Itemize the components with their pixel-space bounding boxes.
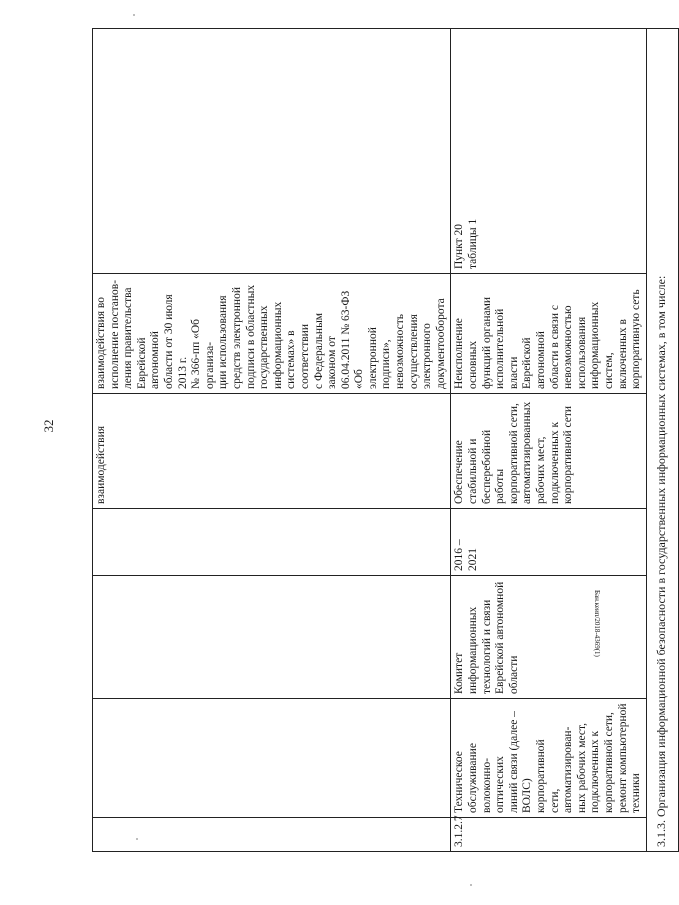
cell-period: 2016 – 2021: [451, 509, 646, 576]
section-heading-row: [646, 29, 678, 852]
cell-risk: Неисполнение основных функций органами исполнительной власти Еврейской автономной области в связи с невозможностью использования информационных систем, включенных в корпоративную сеть: [451, 274, 646, 394]
table-row-continued: [93, 29, 451, 852]
cell-event: Техническое обслуживание волоконно-оптических линий связи (далее – ВОЛС) корпоративной сети, автоматизирован- ных рабочих мест, подключенных к корпоративной сети, ремонт компьютерной техники: [451, 699, 646, 818]
cell-basis: [93, 29, 451, 274]
cell-period: [93, 509, 451, 576]
cell-risk: взаимодействия во исполнение постанов- ления правительства Еврейской автономной области от 30 июля 2013 г. № 366-пп «Об организа- ции использования средств электронной подписи в областных государственных информационных системах» в соответствии с Федеральным законом от 06.04.2011 № 63-ФЗ «Об электронной подписи», невозможность осуществления электронного документооборота: [93, 274, 451, 394]
cell-result: взаимодействия: [93, 394, 451, 509]
cell-executor: [93, 576, 451, 699]
cell-event: [93, 699, 451, 818]
scan-speck: [133, 14, 135, 16]
section-heading: 3.1.3. Организация информационной безопасности в государственных информационных системах, в том числе:: [646, 29, 678, 852]
cell-basis: Пункт 20 таблицы 1: [451, 29, 646, 274]
page-number: 32: [41, 419, 56, 433]
cell-number: [93, 818, 451, 852]
rotated-table-container: [92, 29, 669, 852]
document-id: Бан.кеип/2018-4369(1): [593, 590, 601, 657]
cell-result: Обеспечение стабильной и бесперебойной работы корпоративной сети, автоматизированных рабочих мест, подключенных к корпоративной сети: [451, 394, 646, 509]
scan-speck: [470, 884, 472, 886]
measures-table: [92, 28, 679, 852]
table-row-3-1-2-7: [451, 29, 646, 852]
scan-speck: [136, 838, 138, 840]
cell-executor: Комитет информационных технологий и связи Еврейской автономной области: [451, 576, 646, 699]
cell-number: 3.1.2.7: [451, 818, 646, 852]
